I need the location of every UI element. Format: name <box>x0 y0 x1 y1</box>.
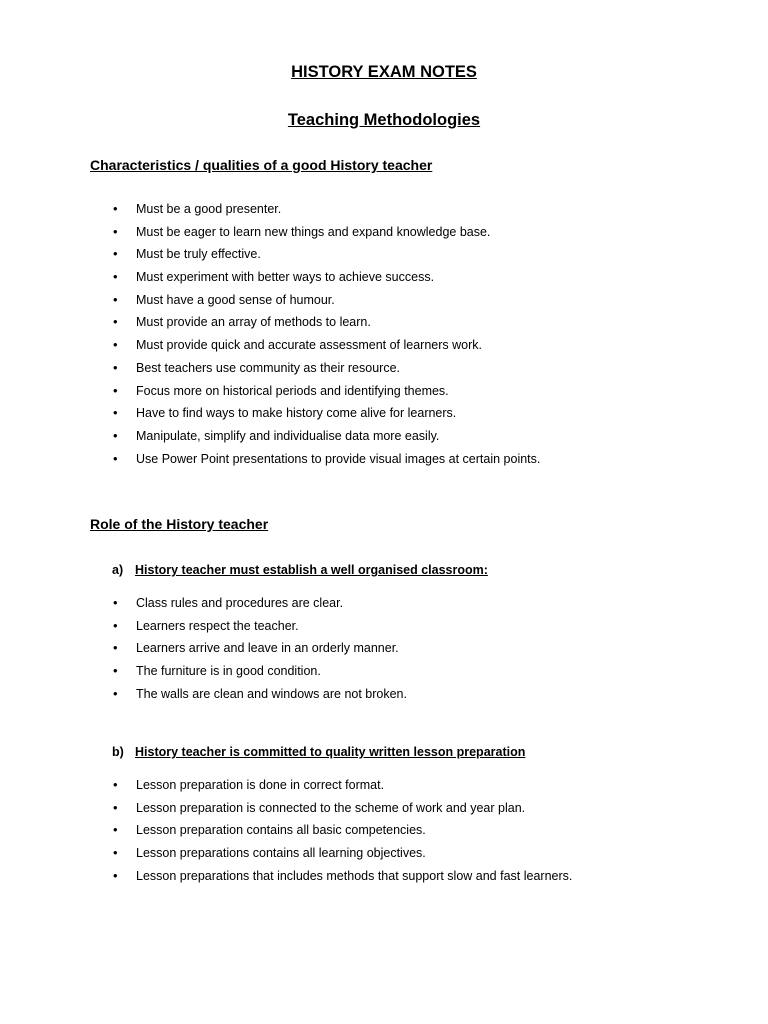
bullet-icon: • <box>113 822 118 838</box>
bullet-icon: • <box>113 246 118 262</box>
bullet-icon: • <box>113 382 118 398</box>
bullet-icon: • <box>113 617 118 633</box>
bullet-icon: • <box>113 663 118 679</box>
bullet-icon: • <box>113 685 118 701</box>
bullet-icon: • <box>113 337 118 353</box>
bullet-icon: • <box>113 845 118 861</box>
bullet-icon: • <box>113 314 118 330</box>
role-subheading-b <box>112 743 525 761</box>
bullet-icon: • <box>113 450 118 466</box>
bullet-icon: • <box>113 201 118 216</box>
document-page: HISTORY EXAM NOTES Teaching Methodologies Characteristics / qualities of a good History teacher • Must be a good presenter. • Must be eager to learn new things and expand knowledge base. • Must be truly effective. • Must experiment with better ways to achieve success. • Must have a good sense of humour. • Must provide an array of methods to learn. • Must provide quick and accurate assessment of learners work. • Best teachers use community as their resource. • Focus more on historical periods and identifying themes. • Have to find ways to make history come alive for learners. • Manipulate, simplify and individualise data more easily. • Use Power Point presentations to provide visual images at certain points. Role of the History teacher a) History teacher must establish a well organised classroom: • Class rules and procedures are clear. • Learners respect the teacher. • Learners arrive and leave in an orderly manner. • The furniture is in good condition. • The walls are clean and windows are not broken. b) History teacher is committed to quality written lesson preparation • Lesson preparation is done in correct format. • Lesson preparation is connected to the scheme of work and year plan. • Lesson preparation contains all basic competencies. • Lesson preparations contains all learning objectives. • Lesson preparations that includes methods that support slow and fast learners. <box>0 0 768 1024</box>
bullet-icon: • <box>113 799 118 815</box>
bullet-icon: • <box>113 291 118 307</box>
subheading-marker: b) <box>112 745 124 759</box>
bullet-icon: • <box>113 269 118 285</box>
role-subheading-a <box>112 561 488 579</box>
bullet-icon: • <box>113 595 118 610</box>
subheading-text: History teacher is committed to quality written lesson preparation <box>135 745 526 759</box>
document-title: HISTORY EXAM NOTES <box>291 63 477 81</box>
bullet-icon: • <box>113 359 118 375</box>
bullet-icon: • <box>113 223 118 239</box>
bullet-icon: • <box>113 405 118 421</box>
subheading-text: History teacher must establish a well organised classroom: <box>135 563 488 577</box>
subheading-marker: a) <box>112 563 124 577</box>
role-heading: Role of the History teacher <box>90 516 269 532</box>
bullet-icon: • <box>113 640 118 656</box>
document-subtitle: Teaching Methodologies <box>287 111 481 129</box>
bullet-icon: • <box>113 777 118 792</box>
bullet-icon: • <box>113 427 118 443</box>
bullet-icon: • <box>113 867 118 883</box>
characteristics-heading: Characteristics / qualities of a good History teacher <box>90 157 433 173</box>
